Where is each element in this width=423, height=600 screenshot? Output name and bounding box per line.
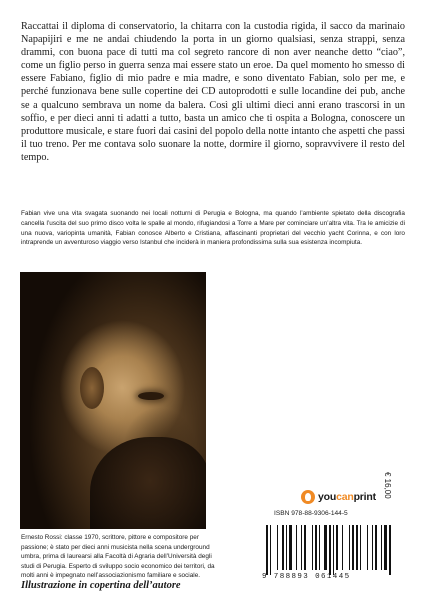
barcode-bar	[296, 525, 297, 570]
barcode-bar	[312, 525, 313, 570]
barcode-bar	[324, 525, 327, 570]
barcode-bar	[282, 525, 284, 570]
barcode-bar	[319, 525, 320, 570]
barcode-bar	[389, 525, 391, 575]
isbn-barcode	[266, 525, 386, 575]
barcode-bar	[381, 525, 382, 570]
author-bio: Ernesto Rossi: classe 1970, scrittore, pittore e compositore per passione; è stato per dieci anni musicista nella scena underground umbra, prima di laurearsi alla Facoltà di Agraria dell’Università degli studi di Perugia. Esperto di sviluppo socio economico dei territori, da molti anni è impegnato nell’associazionismo familiare e sociale.	[21, 534, 215, 580]
author-photo-ear	[80, 367, 104, 409]
barcode-bar	[336, 525, 338, 570]
barcode-bar	[384, 525, 387, 570]
barcode-digits: 9 788893 061445	[262, 573, 351, 581]
barcode-bar	[315, 525, 317, 570]
barcode-bar	[356, 525, 358, 570]
back-cover-excerpt: Raccattai il diploma di conservatorio, la chitarra con la custodia rigida, il sacco da marinaio Napapijiri e me ne andai chiudendo la porta in un giorno qualsiasi, senza strappi, senza drammi, con buona pace di tutti ma col segreto rancore di non aver neanche detto “ciao”, come un figlio perso in guerra senza mai essere stato un eroe. Da quel momento ho smesso di essere Fabiano, figlio di mio padre e mia madre, e sono diventato Fabian, solo per me, e perché funzionava bene sulle copertine dei CD autoprodotti e sulle locandine dei pub, anche se a qualcuno sembrava un nome da balera. Così gli ultimi dieci anni erano trascorsi in un soffio, e per dieci anni ti adatti a tutto, basta un amico che ti ospita a Bologna, conoscere un produttore musicale, e stare fuori dai casini del popolo della notte intanto che aspetti che passi il tuo treno. Per me contava solo suonare la notte, dormire il giorno, sopravvivere il resto del tempo.	[21, 21, 405, 163]
book-synopsis: Fabian vive una vita svagata suonando nei locali notturni di Perugia e Bologna, ma quando l’ambiente spietato della discografia cancella l’uscita del suo primo disco volta le spalle al mondo, rifugiandosi a Torre a Mare per cominciare un’altra vita. Tra le amicizie di una nuova, variopinta umanità, Fabian conosce Alberto e Cristiana, affascinanti proprietari del vecchio yacht Corinna, e con loro intraprende un avventuroso viaggio verso Istanbul che inciderà in maniera profondissima sulla sua esistenza incompiuta.	[21, 210, 405, 247]
barcode-bar	[349, 525, 350, 570]
price-label: € 16,00	[383, 472, 392, 499]
barcode-bar	[372, 525, 373, 570]
barcode-bar	[277, 525, 278, 570]
barcode-bar	[329, 525, 331, 575]
publisher-logo	[301, 490, 376, 504]
barcode-bar	[360, 525, 361, 570]
barcode-bar	[286, 525, 287, 570]
barcode-bar	[367, 525, 368, 570]
isbn-label: ISBN 978-88-9306-144-5	[274, 510, 348, 517]
barcode-bar	[352, 525, 354, 570]
barcode-bar	[333, 525, 334, 575]
barcode-bar	[375, 525, 377, 570]
barcode-bar	[304, 525, 306, 570]
cover-credit: Illustrazione in copertina dell’autore	[21, 580, 181, 591]
author-photo-eye	[138, 392, 164, 400]
barcode-bar	[301, 525, 302, 570]
barcode-bar	[270, 525, 271, 575]
barcode-bar	[266, 525, 268, 575]
author-photo	[20, 272, 206, 529]
barcode-bar	[342, 525, 343, 570]
barcode-bar	[289, 525, 292, 570]
author-photo-beard	[90, 437, 206, 529]
publisher-logo-icon	[301, 490, 315, 504]
publisher-logo-text: youcanprint	[318, 491, 376, 503]
